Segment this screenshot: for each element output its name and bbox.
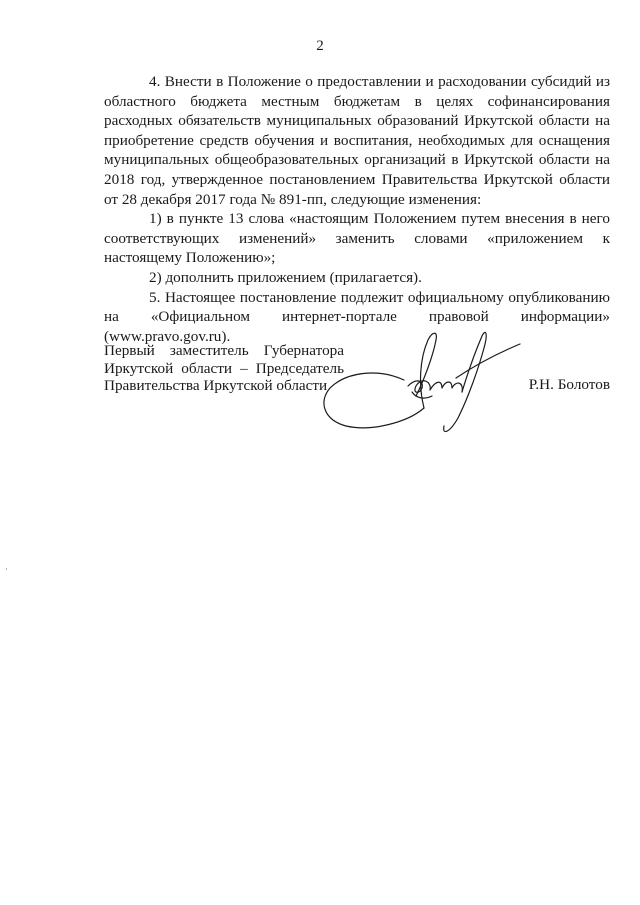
scan-speck <box>6 568 7 570</box>
paragraph-subitem-2: 2) дополнить приложением (прилагается). <box>149 268 422 286</box>
handwritten-signature <box>316 322 526 450</box>
document-body <box>104 72 610 346</box>
signatory-position-line: Иркутской области – Председатель <box>104 359 344 377</box>
signatory-position <box>104 342 344 395</box>
paragraph-item-4: 4. Внести в Положение о предоставлении и расходовании субсидий из областного бюджета местным бюджетам в целях софинансирования расходных обязательств муниципальных образований Иркутской области на приобретение средств обучения и воспитания, необходимых для оснащения муниципальных общеобразовательных организаций в Иркутской области на 2018 год, утвержденное постановлением Правительства Иркутской области от 28 декабря 2017 года № 891-пп, следующие изменения: <box>104 73 610 208</box>
signatory-name: Р.Н. Болотов <box>528 376 610 393</box>
paragraph-item-5: 5. Настоящее постановление подлежит официальному опубликованию на «Официальном интернет-портале правовой информации» (www.pravo.gov.ru). <box>104 288 610 345</box>
paragraph-subitem-1: 1) в пункте 13 слова «настоящим Положением путем внесения в него соответствующих изменений» заменить словами «приложением к настоящему Положению»; <box>104 210 610 267</box>
signatory-position-line: Правительства Иркутской области <box>104 377 328 394</box>
signatory-position-line: Первый заместитель Губернатора <box>104 342 344 359</box>
page-number: 2 <box>316 38 324 54</box>
